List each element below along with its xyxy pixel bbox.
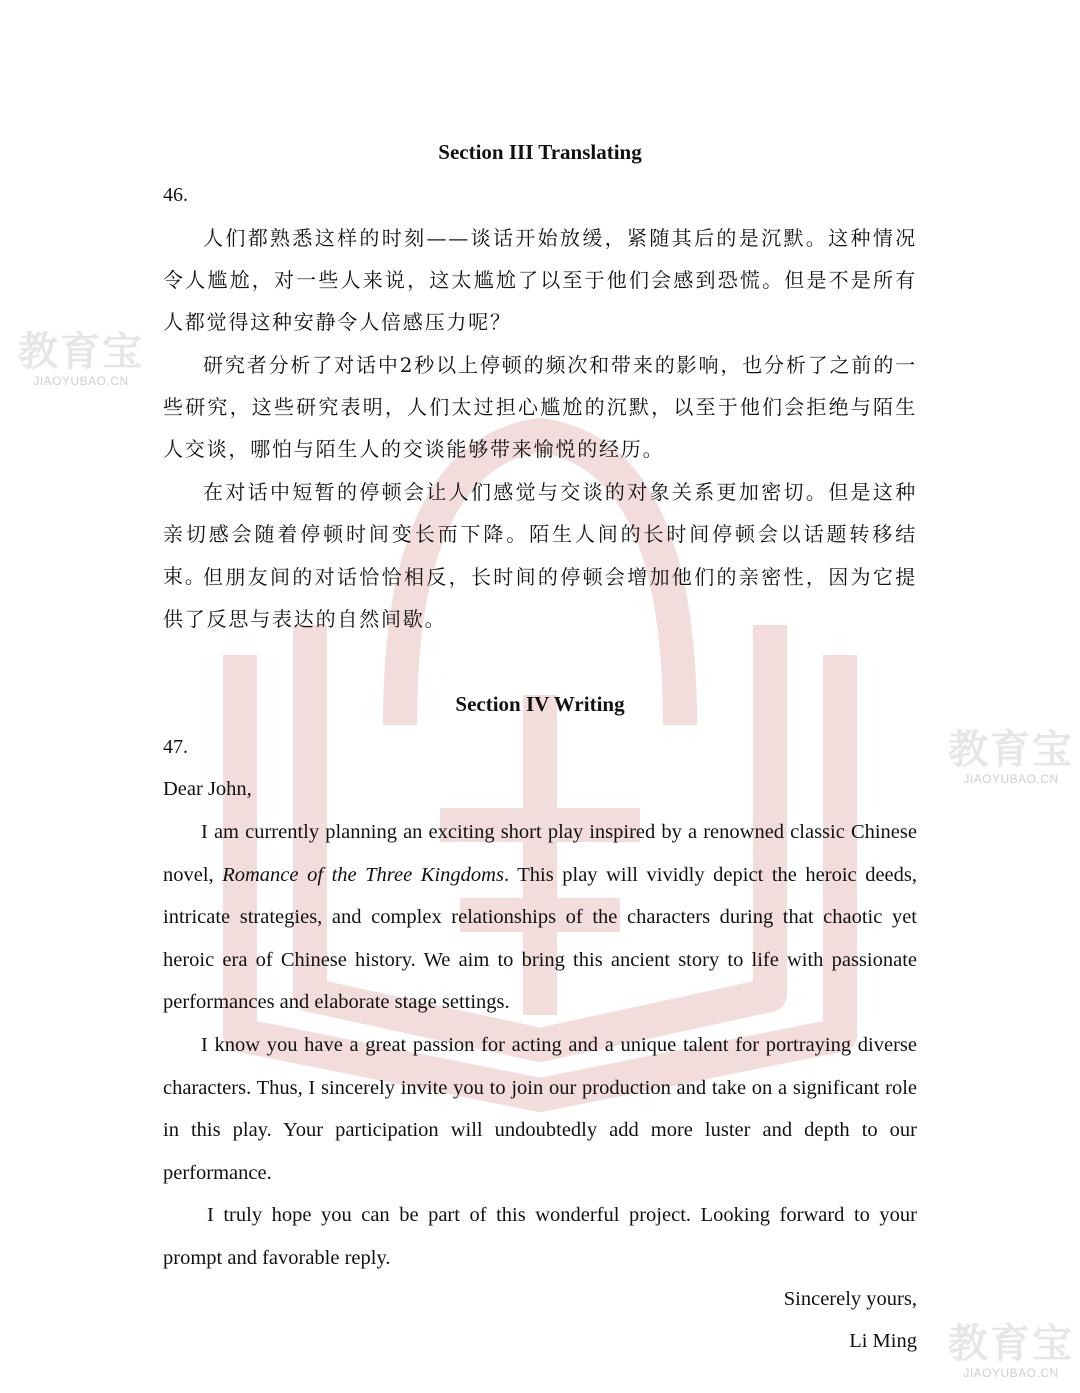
watermark-en: JIAOYUBAO.CN <box>963 1366 1059 1380</box>
letter-paragraph-1 <box>163 811 917 1024</box>
translation-paragraph-1: 人们都熟悉这样的时刻——谈话开始放缓，紧随其后的是沉默。这种情况令人尴尬，对一些人来说，这太尴尬了以至于他们会感到恐慌。但是不是所有人都觉得这种安静令人倍感压力呢？ <box>163 226 917 334</box>
letter-p1-text-a: I am currently planning an exciting short play inspired by a renowned classic Chinese novel, <box>163 821 917 886</box>
translation-paragraph-2: 研究者分析了对话中2秒以上停顿的频次和带来的影响，也分析了之前的一些研究，这些研究表明，人们太过担心尴尬的沉默，以至于他们会拒绝与陌生人交谈，哪怕与陌生人的交谈能够带来愉悦的经历。 <box>163 353 917 461</box>
letter-signature: Li Ming <box>849 1330 917 1352</box>
watermark-logo-left <box>18 330 144 388</box>
question-46-number: 46. <box>163 184 188 206</box>
watermark-cn: 教育宝 <box>948 1321 1074 1367</box>
letter-paragraph-3: I truly hope you can be part of this wonderful project. Looking forward to your prompt and favorable reply. <box>163 1204 917 1269</box>
watermark-logo-right-bottom <box>948 1322 1074 1380</box>
watermark-cn: 教育宝 <box>18 329 144 375</box>
watermark-cn: 教育宝 <box>948 727 1074 773</box>
letter-closing: Sincerely yours, <box>783 1288 917 1310</box>
watermark-logo-right-middle <box>948 728 1074 786</box>
watermark-en: JIAOYUBAO.CN <box>33 374 129 388</box>
letter-salutation: Dear John, <box>163 778 252 800</box>
translation-paragraph-3: 在对话中短暂的停顿会让人们感觉与交谈的对象关系更加密切。但是这种亲切感会随着停顿时间变长而下降。陌生人间的长时间停顿会以话题转移结束。 <box>163 480 917 588</box>
question-47-number: 47. <box>163 736 188 758</box>
letter-p1-text-b: . This play will vividly depict the heroic deeds, intricate strategies, and complex relationships of the characters during that chaotic yet heroic era of Chinese history. We aim to bring this ancient story to life with passionate performances and elaborate stage settings. <box>163 863 917 1013</box>
section-4-title: Section IV Writing <box>455 692 625 716</box>
translation-paragraph-4: 但朋友间的对话恰恰相反，长时间的停顿会增加他们的亲密性，因为它提供了反思与表达的自然间歇。 <box>163 565 917 631</box>
section-3-title: Section III Translating <box>438 140 642 164</box>
watermark-en: JIAOYUBAO.CN <box>963 772 1059 786</box>
letter-paragraph-2: I know you have a great passion for acting and a unique talent for portraying diverse characters. Thus, I sincerely invite you to join our production and take on a significant role in this play. Your participation will undoubtedly add more luster and depth to our performance. <box>163 1034 917 1184</box>
novel-title: Romance of the Three Kingdoms <box>222 863 504 886</box>
